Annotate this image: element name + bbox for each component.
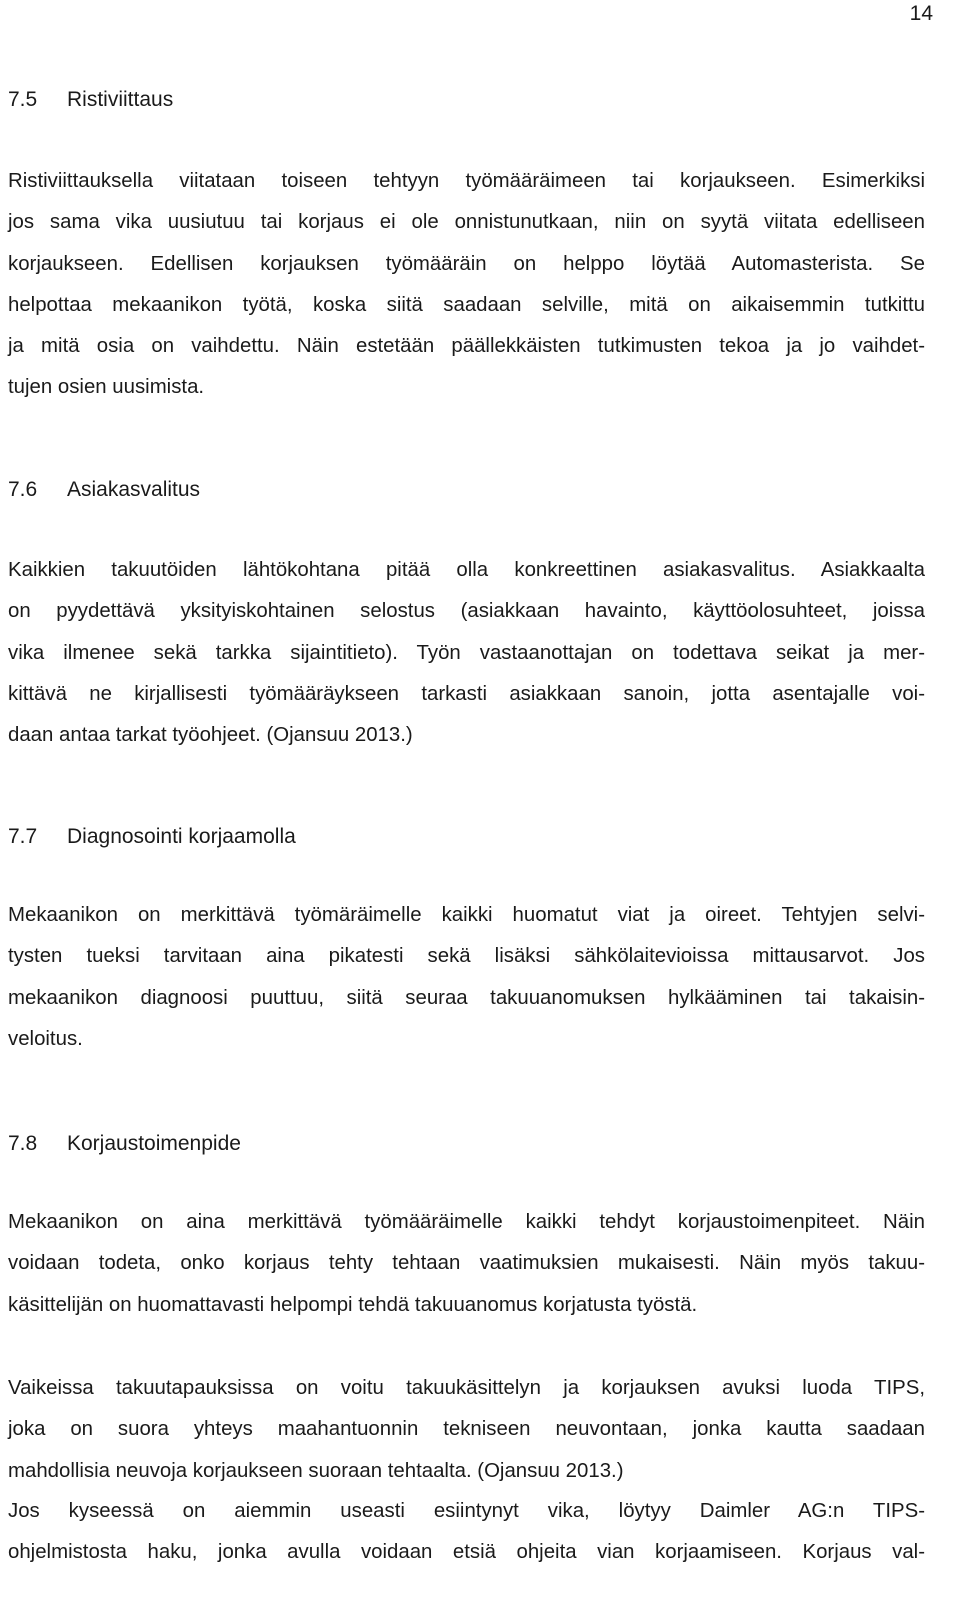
paragraph-line: ja mitä osia on vaihdettu. Näin estetään päällekkäisten tutkimusten tekoa ja jo vaihdet- xyxy=(8,335,925,358)
paragraph-line: joka on suora yhteys maahantuonnin tekniseen neuvontaan, jonka kautta saadaan xyxy=(8,1418,925,1441)
paragraph-line: Kaikkien takuutöiden lähtökohtana pitää olla konkreettinen asiakasvalitus. Asiakkaalta xyxy=(8,559,925,581)
paragraph-line: ohjelmistosta haku, jonka avulla voidaan etsiä ohjeita vian korjaamiseen. Korjaus val- xyxy=(8,1541,925,1564)
paragraph-7-5 xyxy=(8,161,925,409)
section-number: 7.5 xyxy=(8,88,38,111)
section-title: Ristiviittaus xyxy=(67,88,174,111)
paragraph-line: vika ilmenee sekä tarkka sijaintitieto). Työn vastaanottajan on todettava seikat ja mer- xyxy=(8,641,925,664)
paragraph-line: Jos kyseessä on aiemmin useasti esiintynyt vika, löytyy Daimler AG:n TIPS- xyxy=(8,1500,925,1522)
section-heading-7-7 xyxy=(8,825,296,849)
paragraph-line: jos sama vika uusiutuu tai korjaus ei ole onnistunutkaan, niin on syytä viitata edelliseen xyxy=(8,211,925,234)
paragraph-7-7 xyxy=(8,895,925,1060)
section-number: 7.6 xyxy=(8,478,38,501)
paragraph-line: mahdollisia neuvoja korjaukseen suoraan tehtaalta. (Ojansuu 2013.) xyxy=(8,1459,624,1482)
paragraph-line: Vaikeissa takuutapauksissa on voitu takuukäsittelyn ja korjauksen avuksi luoda TIPS, xyxy=(8,1377,925,1399)
section-heading-7-6 xyxy=(8,478,200,502)
paragraph-7-6 xyxy=(8,550,925,756)
paragraph-line: tysten tueksi tarvitaan aina pikatesti sekä lisäksi sähkölaitevioissa mittausarvot. Jos xyxy=(8,945,925,968)
paragraph-7-8-2 xyxy=(8,1368,925,1492)
section-heading-7-8 xyxy=(8,1132,241,1156)
section-title: Asiakasvalitus xyxy=(67,478,201,501)
section-heading-7-5 xyxy=(8,88,173,112)
paragraph-7-8-3 xyxy=(8,1491,925,1574)
paragraph-line: Ristiviittauksella viitataan toiseen tehtyyn työmääräimeen tai korjaukseen. Esimerkiksi xyxy=(8,170,925,192)
paragraph-line: kittävä ne kirjallisesti työmääräykseen tarkasti asiakkaan sanoin, jotta asentajalle voi- xyxy=(8,682,925,705)
section-number: 7.7 xyxy=(8,825,38,848)
paragraph-7-8-1 xyxy=(8,1202,925,1326)
paragraph-line: voidaan todeta, onko korjaus tehty tehtaan vaatimuksien mukaisesti. Näin myös takuu- xyxy=(8,1252,925,1275)
section-title: Korjaustoimenpide xyxy=(67,1132,241,1155)
paragraph-line: korjaukseen. Edellisen korjauksen työmääräin on helppo löytää Automasterista. Se xyxy=(8,252,925,275)
paragraph-line: helpottaa mekaanikon työtä, koska siitä saadaan selville, mitä on aikaisemmin tutkittu xyxy=(8,293,925,316)
paragraph-line: on pyydettävä yksityiskohtainen selostus (asiakkaan havainto, käyttöolosuhteet, joissa xyxy=(8,600,925,623)
paragraph-line: veloitus. xyxy=(8,1027,83,1050)
paragraph-line: mekaanikon diagnoosi puuttuu, siitä seuraa takuuanomuksen hylkääminen tai takaisin- xyxy=(8,986,925,1009)
section-number: 7.8 xyxy=(8,1132,38,1155)
paragraph-line: käsittelijän on huomattavasti helpompi tehdä takuuanomus korjatusta työstä. xyxy=(8,1293,698,1316)
paragraph-line: tujen osien uusimista. xyxy=(8,376,205,399)
paragraph-line: Mekaanikon on merkittävä työmäräimelle kaikki huomatut viat ja oireet. Tehtyjen selvi- xyxy=(8,904,925,926)
section-title: Diagnosointi korjaamolla xyxy=(67,825,296,848)
paragraph-line: Mekaanikon on aina merkittävä työmääräimelle kaikki tehdyt korjaustoimenpiteet. Näin xyxy=(8,1211,925,1233)
paragraph-line: daan antaa tarkat työohjeet. (Ojansuu 2013.) xyxy=(8,724,413,747)
page-number: 14 xyxy=(909,2,933,25)
